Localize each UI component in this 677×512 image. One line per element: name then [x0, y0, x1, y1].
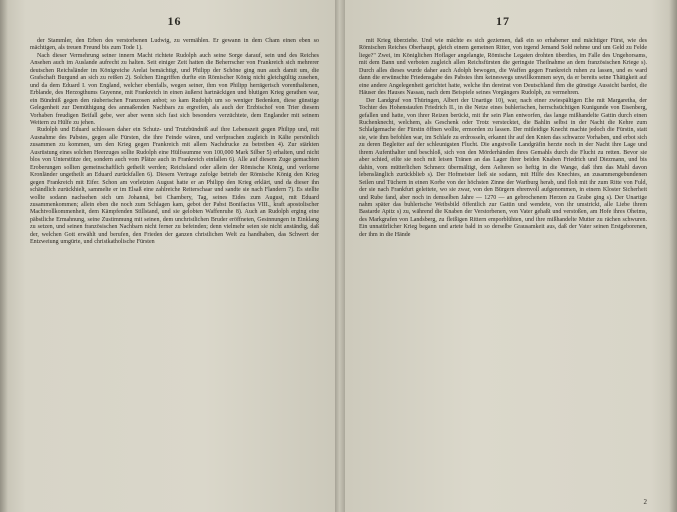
- paragraph: Nach dieser Vermehrung seiner innern Macht richtete Rudolph auch seine Sorge darauf, sein und des Reiches Ansehen auch im Auslande aufrecht zu halten. Seit einiger Zeit hatten die Beherrscher von Frankreich sich mehrerer deutschen Reichsländer im Königreiche Arelat bemächtigt, und Philipp der Schöne ging nun auch damit um, die Grafschaft Burgund an sich zu reißen 2). Solchen Eingriffen durfte ein Römischer König nicht gleichgültig zusehen, und da dem Eduard I. von England, welcher ebenfalls, wegen seiner, ihm von Philipp herrägerisch vorenthaltenen, Erblande, des Herzogthums Guyenne, mit Frankreich in einen äußerst hartnäckigen und blutigen Krieg gerathen war, ein Bündniß gegen den räuberischen Franzosen anbot; so kam Rudolph um so weniger Bedenken, diese günstige Gelegenheit zur Demüthigung des anmaßenden Nachbars zu ergreifen, als auch der Erzbischof von Trier diesem Vorhaben freudigen Beifall gebe, wer aber wenn sich fast sich besonders verzüchtete, dem Englander mit seinem Weitern zu Hülfe zu jehen.: [30, 52, 319, 126]
- paragraph: Der Landgraf von Thüringen, Albert der Unartige 10), war, nach einer zwiespältigen Ehe mit Margaretha, der Tochter des Hohenstaufen Friedrich II., in die Netze eines buhlerischen, herrschsüchtigen Kunigunde von Eisenberg, gefallen und hatte, von ihrer Reizen berückt, mit ihr sein Plan entworfen, das lange mißhandelte Gattin durch einen Ruchenknecht, welchem, als Geschenk oder Trotz verstecktet, die Bahlin selbst in der Nacht die Kehre zum Schlafgemache der Fürstin öffnen wollte, ermorden zu lassen. Der mitleidige Knecht machte jedoch die Fürstin, statt sie, wie ihm befohlen war, im Schlafe zu erdrosseln, erkannt ihr auf den Knien das schwarze Vorhaben, und erbot sich zu deren Begleiter auf der schleunigsten Flucht. Die angstvolle Landgräfin herzte noch in der Nacht ihre Lage und ihrem Aufenthalter und beschloß, sich von den Mörderhänden ihres Gemahls durch die Flucht zu retten. Bevor sie aber schied, eilte sie noch mit leisen Tränen an das Lager ihrer beiden Knaben Friedrich und Diezmann, und bis dahin, vom mütterlichen Schmerz übermältigt, dem Aelteren so heftig in die Wange, daß ihm das Mahl davon lebenslänglich zurückblieb s). Der Hofmeister ließ sie sodann, mit Hilfe des Knechtes, an zusammengebundenen Seilen und Tüchern in einen Korbe von der höchsten Zinne der Wartburg herab, und floh mit ihr zum Ritte von Fuld, der sie nach Frankfurt geleitete, wo sie zwar, von den Bürgern ehrenvoll aufgenommen, in einem Kloster Sicherheit und Rube fand, aber noch in demselben Jahre — 1270 — an gebrochenem Herzen zu Grabe ging s). Der Unartige nahm später das buhlerische Weibsbild öffentlich zur Gattin und wendete, von ihr umstrickt, alle Liebe ihrem Bastarde Apitz s) zu, während die Knaben der Verstorbenen, von Vater gehaßt und verstoßen, am Hofe ihres Oheims, des Markgrafen von Landsberg, zu fleißigen Rittern emporblühten, und ihre mißhandelte Mutter zu rächen schwuren. Ein unnatürlicher Krieg begann und artete bald in so derselbe Grausamkeit aus, daß der Vater seinen Erstgeborenen, der ihm in die Hände: [359, 97, 647, 238]
- paragraph: der Stammler, den Erben des verstorbenen Ludwig, zu vermählen. Er gewann in dem Cham einen eben so mächtigen, als treuen Freund bis zum Tode 1).: [30, 38, 319, 52]
- left-page-folio: 16: [167, 14, 182, 28]
- page-signature: 2: [643, 498, 647, 506]
- right-page-folio: 17: [496, 14, 510, 28]
- left-page-text-column: [30, 38, 319, 247]
- right-page-edge-shadow: [669, 0, 677, 512]
- left-page-edge-shadow: [0, 0, 8, 512]
- paragraph: Rudolph und Eduard schlossen daher ein Schutz- und Trutzbündniß auf ihre Lebenszeit gegen Philipp und, mit Ausnahme des Pabstes, gegen alle Fürsten, die ihre Feinde wären, und verfprachen zugleich in Kälte persönlich zusammen zu kommen, um den Krieg gegen Frankreich mit allem Nachdrucke zu betreiben 4). Zur stärkten Ausrüstung eines solchen Heerzuges sollte Rudolph eine Hülfssumme von 100,000 Mark Silber 5) erhalten, und nicht blos von Unterstütze der, sondern auch vom Plätze auch in Frankreich einfallen 6). Alle auf diesem Zuge gemachten Eroberungen sollten gemeinschaftlich getheilt werden; Reichsland oder allein der Römische König, und verlorne Kronländer ungetheilt an Eduard zurückfallen 6). Diesem Vertrage zufolge betrieb der Römische König den Krieg gegen Frankreich mit Eifer. Schon am vorletzten August hatte er an Philipp den Krieg erklärt, und da dieser ihn schändlich zurückhielt, sammelte er im Elsaß eine zahlreiche Reiterschaar und sandte sie nach Flandern 7). Es stellte wollte sodann nachsehen sich um Johannä, bei Chambery, Tag, seines Eides zum August, mit Eduard zusammenkommen; allein eben die noch zum Schlagen kam, gebot der Pabst Bonifacius VIII., kraft apostolischer Machtvollkommenheit, dem Kämpfenden Stillstand, und sie gelobten Waffenruhe 8). Auch an Rudolph erging eine päbstliche Ermahnung, seine Zustimmung mit seinen, dem unchristlichen Bruder eröffneten, Gesinnungen in Einklang zu setzen, und seinen französischen Nachbarn nicht ferner zu befeinden; denn vielmehr seien sie nicht anständig, daß der, welchen Gott erwählt und berufen, den Frieden der ganzen christlichen Welt zu handhaben, das Schwert der Entzweiung umgürte, und christkatholische Fürsten: [30, 127, 319, 246]
- right-page: [339, 0, 677, 512]
- right-page-text-column: [359, 38, 647, 239]
- paragraph: mit Krieg überziehe. Und wie mächte es sich geziemen, daß ein so erhabener und mächtiger Fürst, wie des Römischen Reiches Oberhaupt, gleich einem gemeinen Ritter, von irgend Jemand Sold nehme und um Geld zu Felde liege?" Zwei, im Königlichen Hoflager angelangte, Römische Legaten drohten überdies, im Falle des Ungehorsams, mit dem Bann und verboten zugleich allen Reichsfürsten die geringste Theilnahme an dem französischen Kriege s). Durch alles dieses wurde daher auch Adolph bewogen, die Waffen gegen Frankreich ruhen zu lassen, und es ward dann die erwünschte Friedensgabe des Pabstes ihm keineswegs unwillkommen seyn, da er bereits seine Thätigkeit auf eine andere Angelegenheit gerichtet hatte, welche ihn dereinst von Deutschland ihm die günstige Aussicht bardot, die Häuser des Hauses Nassau, nach dem Beispiele seines Vorgängers Rudolph, zu vermehren.: [359, 38, 647, 97]
